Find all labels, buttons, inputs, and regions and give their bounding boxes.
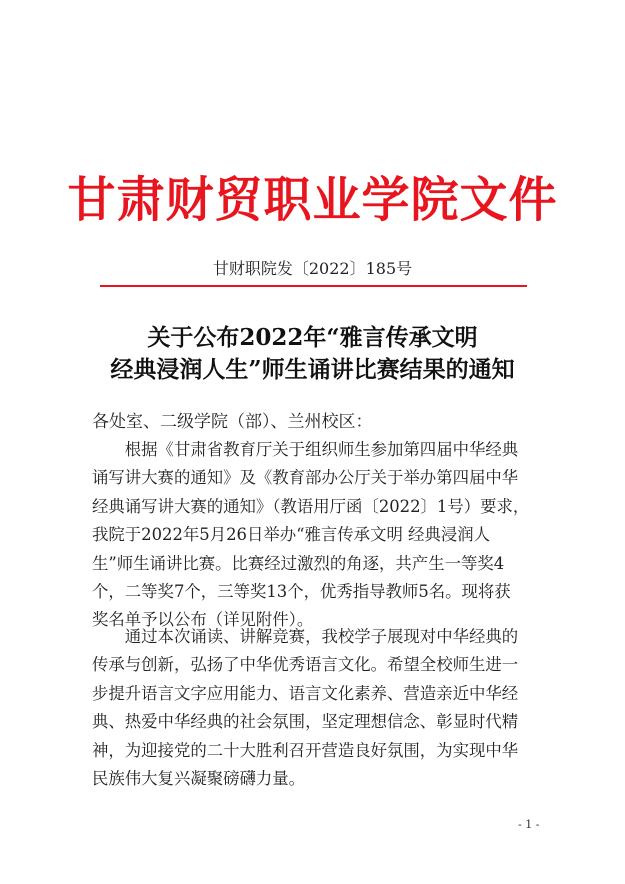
- body-paragraph-1: [92, 436, 537, 635]
- paragraph-line: 生”师生诵讲比赛。比赛经过激烈的角逐，共产生一等奖4: [92, 553, 505, 573]
- paragraph-line: 诵写讲大赛的通知》及《教育部办公厅关于举办第四届中华: [92, 468, 519, 488]
- paragraph-line: 根据《甘肃省教育厅关于组织师生参加第四届中华经典: [92, 440, 519, 459]
- paragraph-line: 典、热爱中华经典的社会氛围，坚定理想信念、彰显时代精: [92, 712, 519, 732]
- org-header-title: 甘肃财贸职业学院文件: [67, 172, 558, 228]
- paragraph-line: 通过本次诵读、讲解竞赛，我校学子展现对中华经典的: [92, 627, 519, 646]
- paragraph-line: 奖名单予以公布（详见附件）。: [92, 610, 314, 630]
- document-number: 甘财职院发〔2022〕185号: [212, 259, 413, 278]
- title-line: 关于公布2022年“雅言传承文明: [147, 324, 478, 351]
- paragraph-line: 民族伟大复兴凝聚磅礴力量。: [92, 769, 306, 789]
- paragraph-line: 传承与创新，弘扬了中华优秀语言文化。希望全校师生进一: [92, 655, 519, 675]
- title-line: 经典浸润人生”师生诵讲比赛结果的通知: [110, 356, 515, 383]
- red-divider-line: [100, 285, 527, 287]
- body-paragraph-2: [92, 623, 537, 793]
- document-title: [0, 322, 625, 386]
- paragraph-line: 经典诵写讲大赛的通知》（教语用厅函〔2022〕1号）要求，: [92, 496, 530, 516]
- salutation: 各处室、二级学院（部）、兰州校区：: [92, 412, 373, 432]
- page-number: - 1 -: [518, 818, 540, 831]
- paragraph-line: 个，二等奖7个，三等奖13个，优秀指导教师5名。现将获: [92, 582, 511, 602]
- paragraph-line: 神，为迎接党的二十大胜利召开营造良好氛围，为实现中华: [92, 740, 519, 760]
- paragraph-line: 我院于2022年5月26日举办“雅言传承文明 经典浸润人: [92, 525, 491, 545]
- paragraph-line: 步提升语言文字应用能力、语言文化素养、营造亲近中华经: [92, 683, 519, 703]
